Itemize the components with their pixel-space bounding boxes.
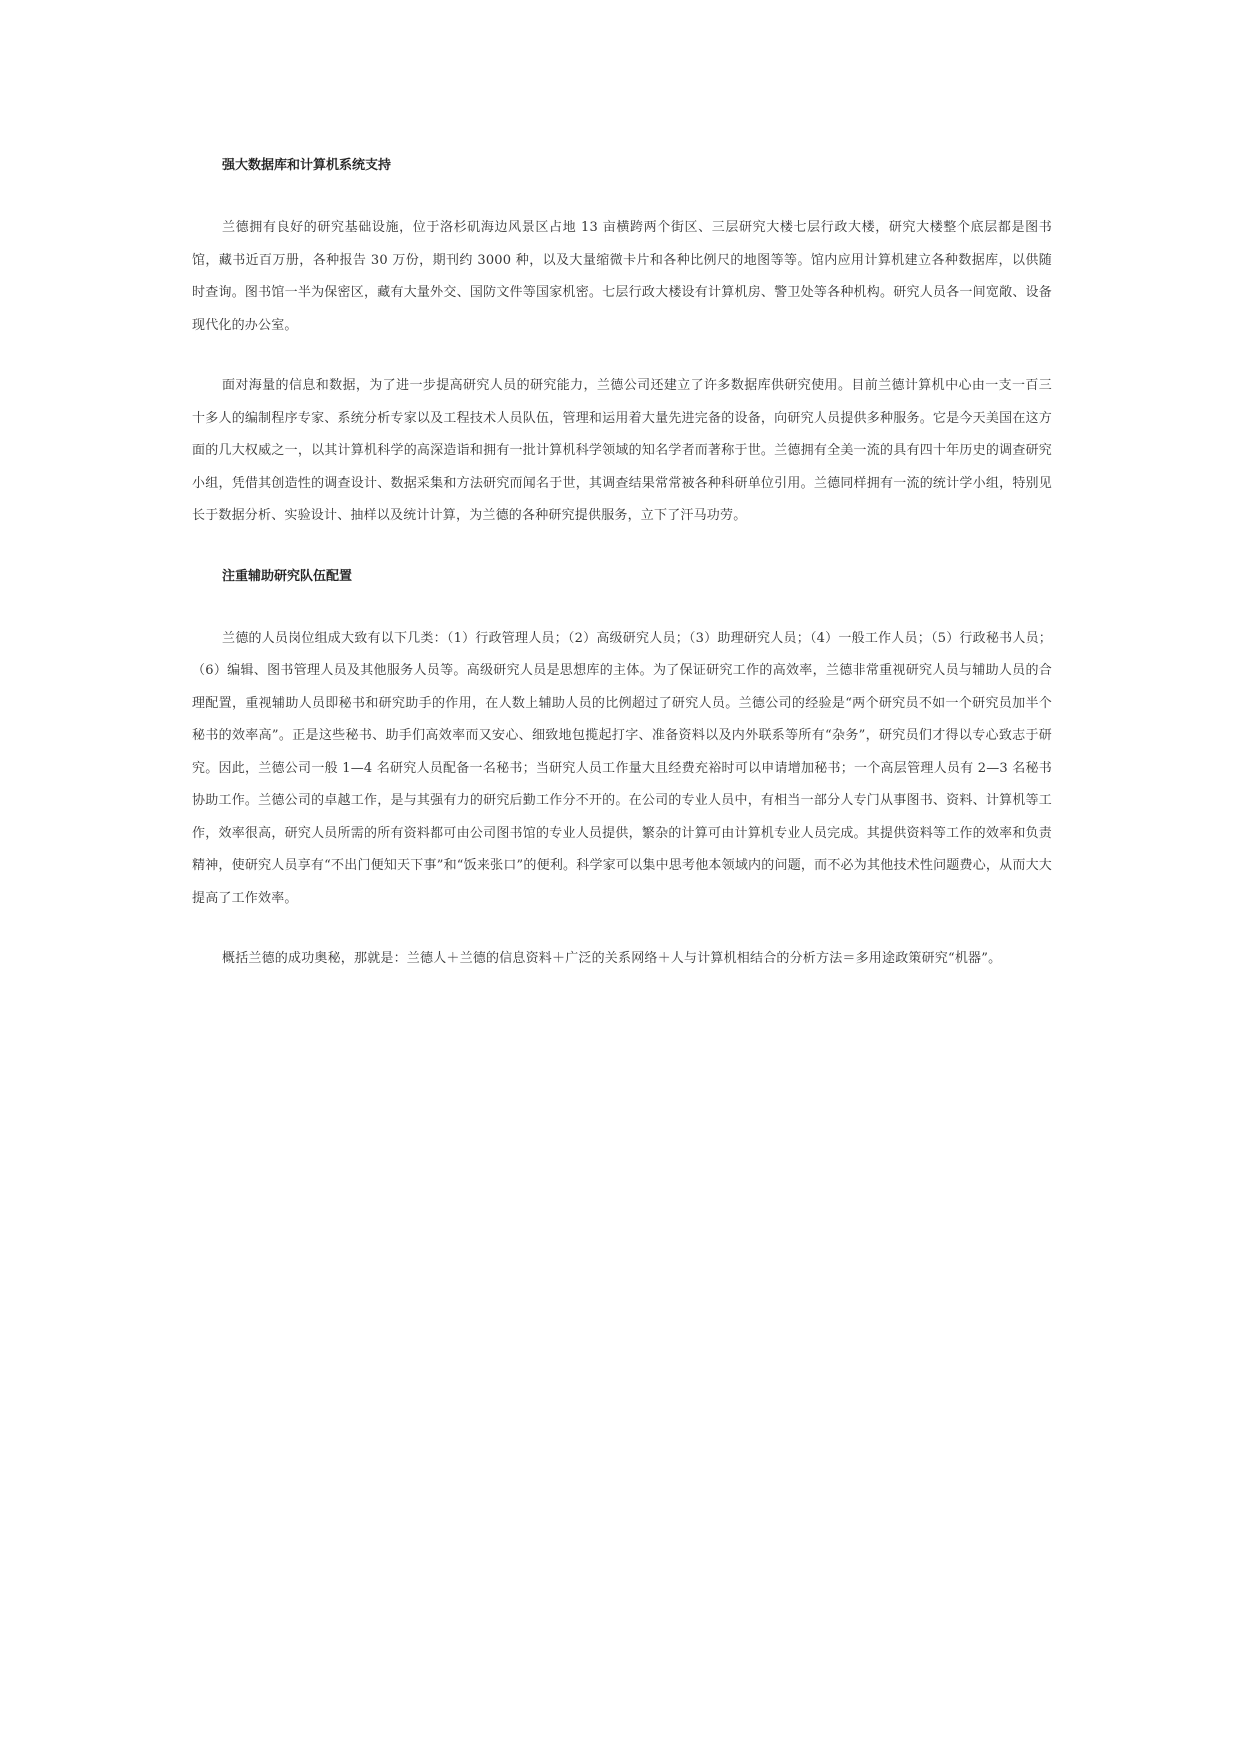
spacer [192, 182, 1052, 212]
section-heading-database: 强大数据库和计算机系统支持 [222, 158, 392, 173]
document-page [192, 150, 1052, 976]
spacer [192, 342, 1052, 370]
paragraph-computing-center: 面对海量的信息和数据，为了进一步提高研究人员的研究能力，兰德公司还建立了许多数据库供研究使用。目前兰德计算机中心由一支一百三十多人的编制程序专家、系统分析专家以及工程技术人员队伍，管理和运用着大量先进完备的设备，向研究人员提供多种服务。它是今天美国在这方面的几大权威之一，以其计算机科学的高深造诣和拥有一批计算机科学领域的知名学者而著称于世。兰德拥有全美一流的具有四十年历史的调查研究小组，凭借其创造性的调查设计、数据采集和方法研究而闻名于世，其调查结果常常被各种科研单位引用。兰德同样拥有一流的统计学小组，特别见长于数据分析、实验设计、抽样以及统计计算，为兰德的各种研究提供服务，立下了汗马功劳。 [192, 378, 1052, 523]
spacer [192, 915, 1052, 943]
spacer [192, 533, 1052, 561]
paragraph-infrastructure: 兰德拥有良好的研究基础设施，位于洛杉矶海边风景区占地 13 亩横跨两个街区、三层研究大楼七层行政大楼，研究大楼整个底层都是图书馆，藏书近百万册，各种报告 30 万份，期刊约 3000 种，以及大量缩微卡片和各种比例尺的地图等等。馆内应用计算机建立各种数据库，以供随时查询。图书馆一半为保密区，藏有大量外交、国防文件等国家机密。七层行政大楼设有计算机房、警卫处等各种机构。研究人员各一间宽敞、设备现代化的办公室。 [192, 220, 1052, 333]
section-heading-support-staff: 注重辅助研究队伍配置 [222, 568, 353, 584]
spacer [192, 593, 1052, 623]
paragraph-staff-composition: 兰德的人员岗位组成大致有以下几类：（1）行政管理人员；（2）高级研究人员；（3）助理研究人员；（4）一般工作人员；（5）行政秘书人员；（6）编辑、图书管理人员及其他服务人员等。高级研究人员是思想库的主体。为了保证研究工作的高效率，兰德非常重视研究人员与辅助人员的合理配置，重视辅助人员即秘书和研究助手的作用，在人数上辅助人员的比例超过了研究人员。兰德公司的经验是“两个研究员不如一个研究员加半个秘书的效率高”。正是这些秘书、助手们高效率而又安心、细致地包揽起打字、准备资料以及内外联系等所有“杂务”，研究员们才得以专心致志于研究。因此，兰德公司一般 1—4 名研究人员配备一名秘书；当研究人员工作量大且经费充裕时可以申请增加秘书；一个高层管理人员有 2—3 名秘书协助工作。兰德公司的卓越工作，是与其强有力的研究后勤工作分不开的。在公司的专业人员中，有相当一部分人专门从事图书、资料、计算机等工作，效率很高，研究人员所需的所有资料都可由公司图书馆的专业人员提供，繁杂的计算可由计算机专业人员完成。其提供资料等工作的效率和负责精神，使研究人员享有“不出门便知天下事”和“饭来张口”的便利。科学家可以集中思考他本领域内的问题，而不必为其他技术性问题费心，从而大大提高了工作效率。 [192, 630, 1052, 906]
paragraph-success-summary: 概括兰德的成功奥秘，那就是：兰德人＋兰德的信息资料＋广泛的关系网络＋人与计算机相结合的分析方法＝多用途政策研究“机器”。 [222, 951, 1002, 966]
